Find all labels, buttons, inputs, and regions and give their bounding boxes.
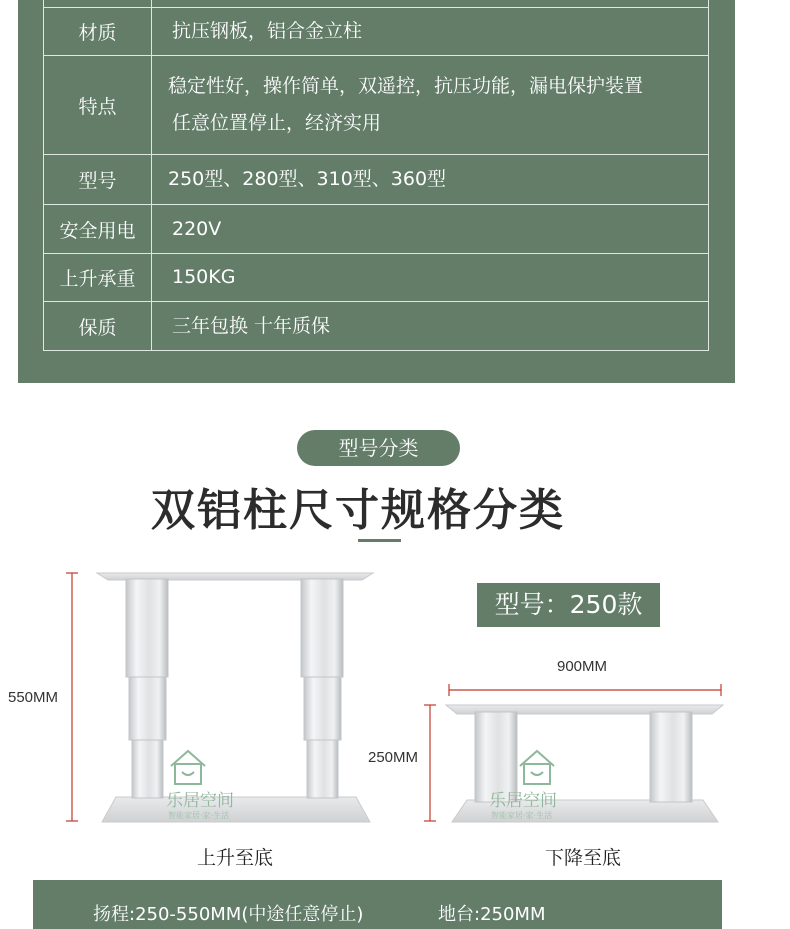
platform-height-text: 地台:250MM xyxy=(438,904,546,925)
watermark-name: 乐居空间 xyxy=(489,791,557,811)
row-key: 上升承重 xyxy=(44,254,152,302)
row-key: 材质 xyxy=(44,8,152,56)
model-badge: 型号：250款 xyxy=(477,583,660,627)
bottom-spec-bar xyxy=(33,880,722,929)
lowered-caption: 下降至底 xyxy=(545,847,622,869)
raised-right-column xyxy=(301,579,343,798)
row-value: 抗压钢板，铝合金立柱 xyxy=(152,8,709,56)
raised-base-plate xyxy=(102,797,370,822)
row-value-line: 稳定性好，操作简单，双遥控，抗压功能，漏电保护装置 xyxy=(168,75,644,97)
raised-lift xyxy=(97,573,373,822)
watermark-slogan: 智能家居·家·生活 xyxy=(491,811,553,820)
row-value: 150KG xyxy=(152,254,709,302)
raised-height-label: 550MM xyxy=(8,689,59,706)
lowered-height-dimension xyxy=(424,705,436,821)
page-title: 双铝柱尺寸规格分类 xyxy=(151,485,565,536)
row-value-line: 任意位置停止，经济实用 xyxy=(172,112,382,134)
lowered-height-label: 250MM xyxy=(368,749,419,766)
row-value: 三年包换 十年质保 xyxy=(152,302,709,351)
raised-caption: 上升至底 xyxy=(197,847,274,869)
house-logo-icon xyxy=(520,751,554,784)
raised-left-column xyxy=(126,579,168,798)
row-key: 安全用电 xyxy=(44,205,152,254)
row-key: 特点 xyxy=(44,56,152,155)
width-dimension xyxy=(449,684,721,696)
row-key: 保质 xyxy=(44,302,152,351)
lowered-lift xyxy=(446,705,723,822)
section-pill: 型号分类 xyxy=(297,430,460,466)
lowered-left-column xyxy=(475,712,517,802)
raised-height-dimension xyxy=(66,573,78,821)
watermark-name: 乐居空间 xyxy=(166,791,234,811)
house-logo-icon xyxy=(171,751,205,784)
row-key: 型号 xyxy=(44,155,152,205)
lowered-right-column xyxy=(650,712,692,802)
width-label: 900MM xyxy=(557,658,608,675)
row-value: 250型、280型、310型、360型 xyxy=(152,155,709,205)
row-value: 220V xyxy=(152,205,709,254)
travel-range-text: 扬程:250-550MM(中途任意停止) xyxy=(93,904,364,925)
watermark-slogan: 智能家居·家·生活 xyxy=(168,811,230,820)
